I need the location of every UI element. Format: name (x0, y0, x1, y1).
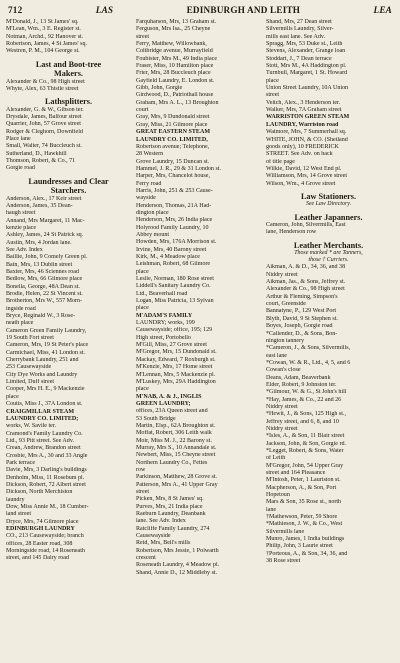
directory-entry-line: Hopetoun (266, 492, 290, 499)
directory-entry-line: Picken, Mrs, 8 St James' sq. (136, 496, 204, 503)
directory-entry-line: Stott, Mrs M., 4A Haddington pl. (266, 63, 347, 70)
directory-entry-line: Westren, P. M., 104 George st. (6, 48, 80, 55)
columns (6, 19, 394, 577)
directory-entry-line: Robertson avenue; Telephone, (136, 143, 210, 150)
directory-entry-line: Jackson, John, & Son, Gorgie rd. (266, 440, 347, 447)
directory-entry-line: Moir, Miss M. J., 22 Barony st. (136, 437, 212, 444)
directory-entry-line: Silvermills Laundry, Silver- (266, 26, 334, 33)
directory-entry-line: Williamson, Mrs, 14 Grove street (266, 173, 348, 180)
directory-entry-line: *Cameron, J., & Sons, Silvermills, (266, 345, 351, 352)
directory-entry-line: kenzie place (6, 224, 37, 231)
directory-entry-line: Dow, Miss Annie M., 18 Cumber- (6, 503, 89, 510)
directory-entry-line: Gray, Miss, 21 Gilmore place (136, 121, 208, 128)
directory-entry-line: Girdwood, D., Patriothall house (136, 92, 214, 99)
left-running-head: LAS (95, 5, 114, 15)
directory-entry-line: Park terrace (6, 459, 36, 466)
directory-entry-line: Niddry street (266, 271, 298, 278)
directory-entry-line: Annand, Mrs Margaret, 11 Mac- (6, 217, 85, 224)
directory-entry-line: place (136, 268, 149, 275)
directory-entry-line: mills east lane. See Adv. (266, 33, 326, 40)
right-running-head: LEA (373, 5, 392, 15)
directory-entry-line: Irvine, Mrs, 40 Barony street (136, 246, 207, 253)
directory-entry-line: court, Greenside (266, 301, 306, 308)
page-header (8, 5, 392, 18)
directory-entry-line: Notman, Archd., 92 Hanover st. (6, 33, 84, 40)
directory-entry-line: of Leith (266, 455, 286, 462)
directory-entry-line: Sutherland, D., Hawkhill (6, 150, 67, 157)
column-1 (6, 19, 131, 577)
directory-entry-line: Crean, Andrew, Brandon street (6, 445, 81, 452)
directory-entry-line: street (266, 92, 280, 99)
directory-entry-line: Leishman, Robert, 68 Gilmore (136, 261, 211, 268)
directory-entry-line: Reid, Mrs, Bell's mills (136, 540, 191, 547)
directory-entry-line: Robertson, James, 4 St James' sq. (6, 41, 88, 48)
directory-entry-line: Stoddart, J., 7 Dean terrace (266, 55, 332, 62)
directory-entry-line: Ltd., Beaverhall road (136, 290, 188, 297)
section-heading: Makers. (54, 69, 83, 79)
directory-entry-line: Cramond's Family Laundry Co. (6, 430, 83, 437)
directory-entry-line: Munro, James, 1 India buildings (266, 536, 345, 543)
directory-entry-line: Jeffrey street, and 6, 8, and 10 (266, 418, 339, 425)
directory-entry-line: Place lane (6, 136, 31, 142)
directory-entry-line: Northern Laundry Co., Fettes (136, 459, 208, 466)
directory-entry-line: †Mathewson, Peter, 59 Shore (266, 514, 338, 521)
directory-entry-line: *Callender, D., & Sons, Bon- (266, 330, 338, 337)
directory-entry-line: Ferguson, Mrs Isa., 25 Cheyne (136, 26, 211, 33)
directory-entry-line: place (6, 393, 19, 400)
directory-entry-line: Deans, Adam, Beaverbank (266, 374, 331, 381)
directory-entry-line: Logan, Miss Patricia, 13 Sylvan (136, 298, 214, 305)
directory-entry-line: Shand, Mrs, 27 Dean street (266, 19, 332, 25)
directory-entry-line: Mars & Son, 35 Rose st., north (266, 499, 342, 506)
directory-entry-line: GREAT EASTERN STEAM (136, 129, 211, 136)
directory-entry-line: LAUNDRY, Warriston road (266, 121, 339, 128)
directory-entry-line: laundry (6, 496, 25, 503)
directory-entry-line: †Porteous, A., & Son, 34, 36, and (266, 550, 348, 557)
directory-entry-line: Thomson, Robert, & Co., 71 (6, 158, 76, 165)
directory-entry-line: High street, Portobello (136, 334, 191, 341)
page-number: 712 (8, 5, 23, 15)
directory-entry-line: Bannatyne, P., 129 West Port (266, 308, 337, 315)
directory-entry-line: Walker, Mrs, 7A Graham street (266, 107, 342, 114)
directory-entry-line: Gibb, John, Gorgie (136, 85, 183, 92)
directory-entry-line: Harper, Mrs, Chancelot house, (136, 173, 210, 180)
directory-entry-line: Bain, Mrs, 13 Dublin street (6, 261, 73, 268)
directory-entry-line: street (136, 489, 150, 495)
directory-entry-line: Bryce, Reginald W., 3 Rose- (6, 313, 76, 320)
directory-entry-line: Niddry street (266, 425, 298, 432)
section-heading: Leather Japanners. (294, 212, 363, 222)
directory-entry-line: Ferry road (136, 180, 162, 187)
directory-entry-line: Davie, Mrs, 3 Darling's buildings (6, 467, 87, 474)
directory-entry-line: Carmichael, Miss, 41 London st. (6, 349, 86, 356)
directory-entry-line: lane (266, 506, 277, 513)
directory-entry-line: Patterson, Mrs A., 41 Upper Gray (136, 481, 218, 488)
directory-entry-line: east lane (266, 352, 287, 359)
directory-entry-line: Dryce, Mrs, 74 Gilmore place (6, 518, 79, 525)
directory-entry-line: See Adv. Index (6, 246, 43, 253)
directory-entry-line: place (136, 386, 149, 393)
directory-entry-line: Brotherton, Mrs W., 557 Morn- (6, 298, 83, 305)
directory-entry-line: CO., 213 Causewayside; branch (6, 533, 84, 540)
directory-entry-line: Whyte, Alex, 63 Thistle street (6, 85, 79, 92)
directory-entry-line: M'Lean, Wm., 3 E. Register st. (6, 26, 81, 33)
directory-entry-line: Coltbridge avenue, Murrayfield (136, 48, 213, 55)
directory-entry-line: Veitch, Alex., 3 Henderson ter. (266, 99, 341, 106)
directory-entry-line: Drysdale, James, Balfour street (6, 113, 82, 120)
directory-entry-line: Cameron Green Family Laundry, (6, 327, 87, 334)
directory-entry-line: LAUNDRY CO. LIMITED, (136, 136, 208, 143)
directory-entry-line: dington place (136, 209, 169, 216)
directory-entry-line: Newbert, Miss, 15 Cheyne street (136, 452, 216, 459)
directory-entry-line: Austin, Mrs, 4 Jordan lane. (6, 239, 72, 246)
column-3 (266, 19, 391, 577)
directory-entry-line: Dickson, Robert, 72 Albert street (6, 481, 86, 488)
center-running-head: EDINBURGH AND LEITH (186, 5, 301, 15)
directory-entry-line: Alexander & Co., 98 High street (6, 78, 85, 85)
directory-entry-line: court (136, 107, 149, 114)
directory-entry-line: Niddry street (266, 403, 298, 410)
directory-entry-line: Alexander & Co., 98 High street (266, 286, 345, 293)
directory-entry-line: nington tannery (266, 337, 305, 344)
directory-entry-line: *Isles, A., & Son, 11 Blair street (266, 433, 345, 440)
directory-entry-line: Ferry, Matthew, Willowbank, (136, 41, 207, 48)
directory-entry-line: street and 164 Pleasance (266, 470, 326, 477)
directory-entry-line: M'Intosh, Peter, 1 Lauriston st. (266, 477, 341, 484)
directory-entry-line: Henderson, Mrs, 26 India place (136, 217, 213, 224)
directory-entry-line: Alexander, G. & W., Gibson ter. (6, 106, 84, 113)
directory-entry-line: Cherrybank Laundry, 251 and (6, 357, 79, 364)
directory-entry-line: Silvermills lane (266, 528, 305, 535)
directory-entry-line: Small, Walter, 74 Buccleuch st. (6, 143, 82, 150)
directory-entry-line: LAUNDRY; works, 199 (136, 320, 195, 327)
directory-entry-line: *Gilmour, W. & G., St John's hill (266, 389, 347, 396)
directory-entry-line: *Legget, Robert, & Sons, Water (266, 448, 344, 455)
directory-entry-line: row (136, 466, 146, 473)
directory-entry-line: Graham, Mrs A. L., 13 Broughton (136, 99, 219, 106)
directory-entry-line: M'Kenzie, Mrs, 17 Home street (136, 364, 213, 371)
directory-entry-line: Purves, Mrs, 21 India place (136, 503, 203, 510)
directory-entry-line: M'Gregor, John, 54 Upper Gray (266, 462, 344, 469)
directory-entry-line: Frier, Mrs, 28 Buccleuch place (136, 70, 211, 77)
section-heading: Leather Merchants. (293, 240, 364, 250)
section-heading: Starchers. (50, 186, 87, 196)
directory-entry-line: Coutts, Miss J., 37A London st. (6, 401, 83, 408)
directory-entry-line: place (266, 77, 279, 84)
directory-entry-line: Raeburn Laundry, Deanbank (136, 511, 206, 518)
directory-entry-line: Mackay, Edward, 7 Roxburgh st. (136, 356, 216, 363)
directory-entry-line: Morningside road, 14 Roseneath (6, 548, 85, 555)
directory-entry-line: lane. See Adv. Index (136, 518, 186, 525)
section-heading: Lathsplitters. (44, 97, 93, 107)
directory-entry-line: ingside road (6, 305, 36, 312)
directory-entry-line: Abbey mount (136, 231, 170, 238)
directory-entry-line: Elder, Robert, 9 Johnston ter. (266, 381, 337, 388)
directory-entry-line: 19 South Fort street (6, 335, 54, 342)
directory-entry-line: Crosbie, Mrs A., 30 and 33 Angle (6, 452, 88, 459)
directory-entry-line: land street (6, 511, 32, 518)
directory-entry-line: Aikman, Jas., & Sons, Jeffrey st. (266, 279, 346, 286)
directory-entry-line: Robertson, Mrs Jessie, 1 Polwarth (136, 547, 219, 554)
directory-entry-line: Cooper, Mrs H. E., 9 Mackenzie (6, 386, 85, 393)
directory-entry-line: Shand, Annie D., 12 Middleby st. (136, 569, 218, 576)
section-note: those † Curriers. (308, 257, 349, 264)
directory-entry-line: Cameron, John, Silvermills, East (266, 221, 346, 228)
directory-entry-line: Union Street Laundry, 10A Union (266, 85, 349, 92)
directory-entry-line: Bedlow, Mrs, 66 Gilmore place (6, 276, 83, 283)
directory-entry-line: Macpherson, A., & Son, Port (266, 484, 337, 491)
directory-entry-line: Grove Laundry, 15 Duncan st. (136, 158, 210, 165)
directory-entry-line: GREEN LAUNDRY; (136, 400, 191, 407)
directory-entry-line: Brodie, Helen, 22 St Vincent st. (6, 291, 83, 297)
directory-entry-line: Wilson, Wm., 4 Grove street (266, 180, 336, 187)
directory-entry-line: Kirk, M., 4 Meadow place (136, 254, 200, 260)
directory-entry-line: Quarrier, John, 57 Grove street (6, 121, 81, 128)
directory-entry-line: Holyrood Family Laundry, 10 (136, 224, 209, 231)
directory-entry-line: *Hewit, J., & Sons, 125 High st., (266, 411, 346, 418)
directory-entry-line: Moffat, Robert, 306 Leith walk (136, 430, 212, 437)
directory-entry-line: Aikman, A. & D., 34, 36, and 38 (266, 264, 346, 271)
section-note: Those marked * are Tanners, (294, 250, 363, 257)
directory-entry-line: haugh street (6, 210, 36, 217)
section-heading: Laundresses and Clear (28, 176, 109, 186)
directory-entry-line: Arthur & Fleming, Simpson's (266, 293, 338, 300)
directory-entry-line: lane, Henderson row (266, 229, 317, 236)
directory-entry-line: Causewayside (136, 533, 171, 540)
directory-entry-line: Gayfield Laundry, E. London st. (136, 77, 215, 84)
directory-entry-line: Rodger & Cleghorn, Downfield (6, 128, 83, 135)
directory-entry-line: Anderson, James, 35 Dean- (6, 202, 73, 209)
directory-entry-line: Ltd., 93 Pitt street. See Adv. (6, 437, 74, 444)
directory-entry-line: 28 Western (136, 151, 164, 158)
directory-entry-line: CRAIGMILLAR STEAM (6, 408, 75, 415)
directory-entry-line: Baillie, John, 9 Comely Green pl. (6, 254, 88, 261)
directory-entry-line: M'ADAM'S FAMILY (136, 312, 193, 319)
directory-entry-line: offices, 23A Queen street and (136, 408, 208, 415)
directory-entry-line: Leslie, Norman, 180 Rose street (136, 276, 214, 283)
directory-entry-line: street (136, 33, 150, 40)
directory-entry-line: *Hay, James, & Co., 22 and 26 (266, 396, 342, 403)
directory-entry-line: Ratcliffe Family Laundry, 274 (136, 525, 210, 532)
column-2 (136, 19, 261, 577)
directory-entry-line: offices, 28 Easter road, 308 (6, 540, 73, 547)
directory-entry-line: EDINBURGH LAUNDRY (6, 526, 75, 532)
directory-entry-line: Parkinson, Matthew, 28 Grove st. (136, 474, 218, 481)
directory-entry-line: crescent (136, 555, 156, 562)
directory-entry-line: M'Gregor, Mrs, 15 Dundonald st. (136, 349, 217, 356)
directory-entry-line: wayside (136, 195, 156, 202)
directory-entry-line: STREET. See Adv. on back (266, 151, 333, 158)
directory-entry-line: City Dye Works and Laundry (6, 371, 78, 378)
directory-entry-line: Cowan's close (266, 367, 301, 374)
directory-entry-line: goods only), 10 FREDERICK (266, 143, 339, 150)
directory-entry-line: Philip, John, 3 Laurie street (266, 543, 333, 550)
directory-entry-line: LAUNDRY CO. LIMITED; (6, 415, 79, 422)
directory-entry-line: Turnbull, Margaret, 1 St. Howard (266, 70, 348, 77)
directory-entry-line: Martin, Elsp., 62A Broughton st. (136, 422, 216, 429)
directory-entry-line: M'Gill, Miss, 27 Grove street (136, 342, 207, 349)
directory-entry-line: Farquharson, Mrs, 13 Graham st. (136, 19, 217, 25)
directory-entry-line: Henderson, Thomas, 21A Had- (136, 202, 212, 209)
directory-entry-line: Hammel, J. R., 29 & 31 London st. (136, 165, 221, 172)
directory-entry-line: WHITE, JOHN, & CO. (Shetland (266, 136, 348, 143)
directory-entry-line: Blyth, David, 9 St Stephen st. (266, 315, 338, 322)
directory-entry-line: 253 Causewayside (6, 364, 52, 371)
section-heading: Law Stationers. (300, 191, 357, 201)
directory-entry-line: of title page (266, 158, 295, 165)
directory-entry-line: Gray, Mrs, 9 Dundonald street (136, 114, 210, 121)
directory-entry-line: 38 Rose street (266, 558, 301, 565)
directory-entry-line: *Cowan, W. & R., Ltd., 4, 5, and 6 (266, 359, 351, 366)
directory-entry-line: Liddell's Sanitary Laundry Co. (136, 283, 211, 290)
directory-entry-line: Boyes, Joseph, Gorgie road (266, 323, 333, 330)
directory-entry-line: *Mathieson, J. W., & Co., West (266, 521, 343, 528)
section-note: See Law Directory. (305, 201, 352, 208)
directory-entry-line: 53 South Bridge (136, 415, 176, 422)
directory-entry-line: Limited, Duff street (6, 379, 55, 386)
directory-entry-line: M'Luskey, Mrs, 29A Haddington (136, 378, 216, 385)
directory-entry-line: works, W. Savile ter. (6, 423, 57, 430)
directory-entry-line: Causewayside; office, 195; 129 (136, 327, 213, 334)
directory-entry-line: Harris, John, 251 & 253 Cause- (136, 187, 213, 194)
directory-entry-line: Wilkie, David, 12 West End pl. (266, 165, 342, 172)
directory-entry-line: Roseneath Laundry, 4 Meadow pl. (136, 562, 220, 569)
directory-entry-line: neath place (6, 320, 34, 327)
directory-entry-line: Ashley, James, 24 St Patrick sq. (6, 232, 84, 239)
directory-entry-line: Anderson, Alex., 17 Keir street (6, 195, 82, 202)
directory-entry-line: Stevens, Alexander, Grange loan (266, 48, 346, 55)
directory-entry-line: Dickson, North Merchiston (6, 489, 73, 496)
directory-entry-line: Foubister, Mrs M., 49 India place (136, 55, 218, 62)
directory-entry-line: Howden, Mrs, 176A Morrison st. (136, 239, 217, 246)
directory-entry-line: Watmore, Mrs, 7 Summerhall sq. (266, 129, 347, 136)
directory-entry-line: Fraser, Miss, 10 Hamilton place (136, 63, 214, 70)
directory-entry-line: Bonella, George, 48A Dean st. (6, 283, 80, 290)
directory-entry-line: Baxter, Mrs, 46 Sciennes road (6, 268, 79, 275)
directory-entry-line: Gorgie road (6, 165, 35, 172)
section-heading: Last and Boot-tree (35, 59, 102, 69)
directory-entry-line: Murray, Mrs S., 10 Annandale st. (136, 444, 217, 451)
directory-entry-line: WARRISTON GREEN STEAM (266, 114, 350, 121)
directory-entry-line: street, and 145 Dalry road (6, 555, 69, 562)
directory-entry-line: Cameron, Mrs, 19 St Peter's place (6, 342, 89, 349)
directory-entry-line: M'Lennan, Mrs, 5 Mackenzie pl. (136, 371, 216, 378)
directory-entry-line: M'Donald, J., 13 St James' sq. (6, 19, 79, 25)
directory-entry-line: M'NAB, A. & J., INGLIS (136, 393, 202, 400)
directory-entry-line: place (136, 305, 149, 312)
directory-entry-line: Spragg, Mrs, 53 Duke st., Leith (266, 41, 343, 48)
directory-entry-line: Denholm, Miss, 11 Rosebum pl. (6, 474, 85, 481)
